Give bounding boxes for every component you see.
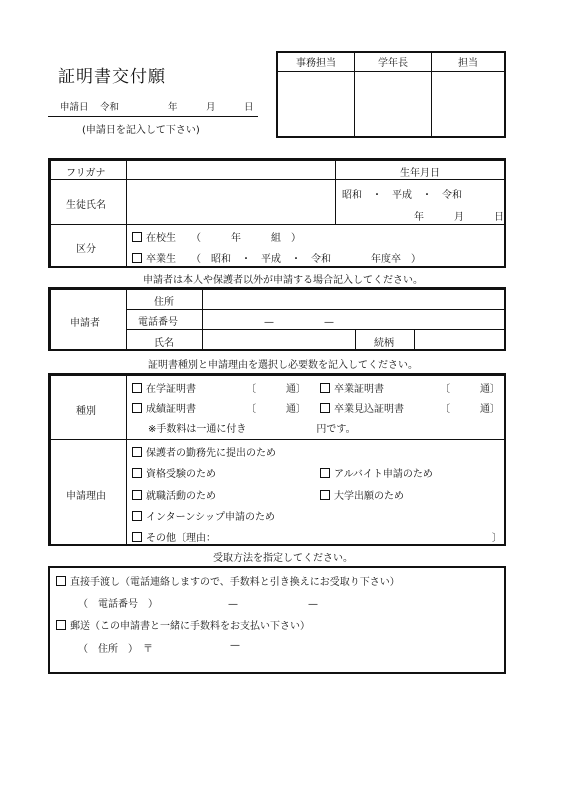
receive-direct-phone-label: （ 電話番号 ） bbox=[78, 599, 158, 610]
type-expected-graduation-cert[interactable]: 卒業見込証明書 bbox=[320, 400, 404, 415]
reason-part-time-job[interactable]: アルバイト申請のため bbox=[320, 465, 433, 480]
stamp-header-staff: 担当 bbox=[432, 52, 506, 71]
date-underline bbox=[48, 116, 258, 117]
receive-note: 受取方法を指定してください。 bbox=[213, 553, 353, 564]
applicant-section bbox=[48, 287, 506, 351]
receive-section bbox=[48, 566, 506, 674]
reason-employer[interactable]: 保護者の勤務先に提出のため bbox=[132, 444, 276, 459]
receive-mail-checkbox[interactable] bbox=[56, 620, 66, 630]
stamp-cell-staff[interactable] bbox=[432, 71, 506, 137]
reason-label: 申請理由 bbox=[66, 491, 106, 502]
receive-mail-option[interactable]: 郵送（この申請書と一緒に手数料をお支払い下さい） bbox=[56, 617, 310, 632]
page-title: 証明書交付願 bbox=[58, 67, 166, 87]
phone-label: 電話番号 bbox=[138, 317, 178, 328]
transcript-checkbox[interactable] bbox=[132, 403, 142, 413]
stamp-box bbox=[276, 51, 506, 138]
receive-direct-phone-dash: — — bbox=[228, 599, 318, 610]
phone-dash: — — bbox=[264, 317, 334, 328]
enrollment-cert-count[interactable]: 〔 通〕 bbox=[246, 384, 306, 395]
reason-university-application[interactable]: 大学出願のため bbox=[320, 487, 404, 502]
reason-internship-checkbox[interactable] bbox=[132, 511, 142, 521]
reason-job-hunting[interactable]: 就職活動のため bbox=[132, 487, 216, 502]
receive-direct-checkbox[interactable] bbox=[56, 576, 66, 586]
type-label: 種別 bbox=[76, 406, 96, 417]
receive-mail-postal-dash: — bbox=[230, 640, 240, 651]
stamp-cell-grade-head[interactable] bbox=[355, 71, 432, 137]
date-label: 申請日 bbox=[60, 102, 89, 113]
type-graduation-cert[interactable]: 卒業証明書 bbox=[320, 380, 384, 395]
reason-employer-checkbox[interactable] bbox=[132, 447, 142, 457]
graduated-checkbox[interactable] bbox=[132, 253, 142, 263]
status-enrolled-option[interactable]: 在校生 （ 年 組 ） bbox=[132, 229, 301, 244]
reason-other[interactable]: その他〔理由： bbox=[132, 529, 216, 544]
status-graduated-option[interactable]: 卒業生 （ 昭和 ・ 平成 ・ 令和 年度卒 ） bbox=[132, 250, 421, 265]
status-label: 区分 bbox=[76, 244, 96, 255]
type-note: 証明書種別と申請理由を選択し必要数を記入してください。 bbox=[148, 360, 418, 371]
address-input[interactable] bbox=[202, 289, 506, 310]
phone-input[interactable] bbox=[202, 309, 506, 330]
relation-input[interactable] bbox=[414, 329, 506, 351]
student-name-input[interactable] bbox=[126, 179, 336, 225]
reason-other-close: 〕 bbox=[492, 533, 502, 544]
graduation-cert-count[interactable]: 〔 通〕 bbox=[440, 384, 500, 395]
dob-label: 生年月日 bbox=[400, 168, 440, 179]
applicant-note: 申請者は本人や保護者以外が申請する場合記入してください。 bbox=[143, 275, 423, 286]
fee-note: ※手数料は一通に付き 円です。 bbox=[148, 424, 356, 435]
date-era: 令和 bbox=[100, 102, 120, 113]
reason-job-hunting-checkbox[interactable] bbox=[132, 490, 142, 500]
address-label: 住所 bbox=[154, 297, 174, 308]
dob-ymd: 年 月 日 bbox=[414, 212, 504, 223]
reason-internship[interactable]: インターンシップ申請のため bbox=[132, 508, 275, 523]
applicant-label: 申請者 bbox=[70, 318, 100, 329]
furigana-label: フリガナ bbox=[66, 168, 106, 179]
furigana-input[interactable] bbox=[126, 160, 336, 180]
enrollment-cert-checkbox[interactable] bbox=[132, 383, 142, 393]
student-name-label: 生徒氏名 bbox=[66, 200, 106, 211]
date-year: 年 bbox=[168, 102, 178, 113]
reason-part-time-checkbox[interactable] bbox=[320, 468, 330, 478]
applicant-name-input[interactable] bbox=[202, 329, 356, 351]
certificate-section bbox=[48, 373, 506, 546]
graduation-cert-checkbox[interactable] bbox=[320, 383, 330, 393]
receive-direct-option[interactable]: 直接手渡し（電話連絡しますので、手数料と引き換えにお受取り下さい） bbox=[56, 573, 400, 588]
expected-graduation-cert-count[interactable]: 〔 通〕 bbox=[440, 404, 500, 415]
reason-other-checkbox[interactable] bbox=[132, 532, 142, 542]
stamp-header-grade-head: 学年長 bbox=[355, 52, 432, 71]
transcript-count[interactable]: 〔 通〕 bbox=[246, 404, 306, 415]
receive-mail-address-label: （ 住所 ） 〒 bbox=[78, 644, 153, 655]
student-section bbox=[48, 158, 506, 268]
date-month: 月 bbox=[206, 102, 216, 113]
reason-qualification-exam[interactable]: 資格受験のため bbox=[132, 465, 216, 480]
date-note: (申請日を記入して下さい) bbox=[82, 125, 200, 136]
applicant-name-label: 氏名 bbox=[154, 338, 174, 349]
dob-eras: 昭和 ・ 平成 ・ 令和 bbox=[342, 190, 462, 201]
relation-label: 続柄 bbox=[374, 338, 394, 349]
expected-graduation-cert-checkbox[interactable] bbox=[320, 403, 330, 413]
reason-university-checkbox[interactable] bbox=[320, 490, 330, 500]
stamp-cell-clerk[interactable] bbox=[277, 71, 355, 137]
stamp-header-clerk: 事務担当 bbox=[277, 52, 355, 71]
reason-exam-checkbox[interactable] bbox=[132, 468, 142, 478]
type-transcript[interactable]: 成績証明書 bbox=[132, 400, 196, 415]
enrolled-checkbox[interactable] bbox=[132, 232, 142, 242]
type-enrollment-cert[interactable]: 在学証明書 bbox=[132, 380, 196, 395]
date-day: 日 bbox=[244, 102, 254, 113]
